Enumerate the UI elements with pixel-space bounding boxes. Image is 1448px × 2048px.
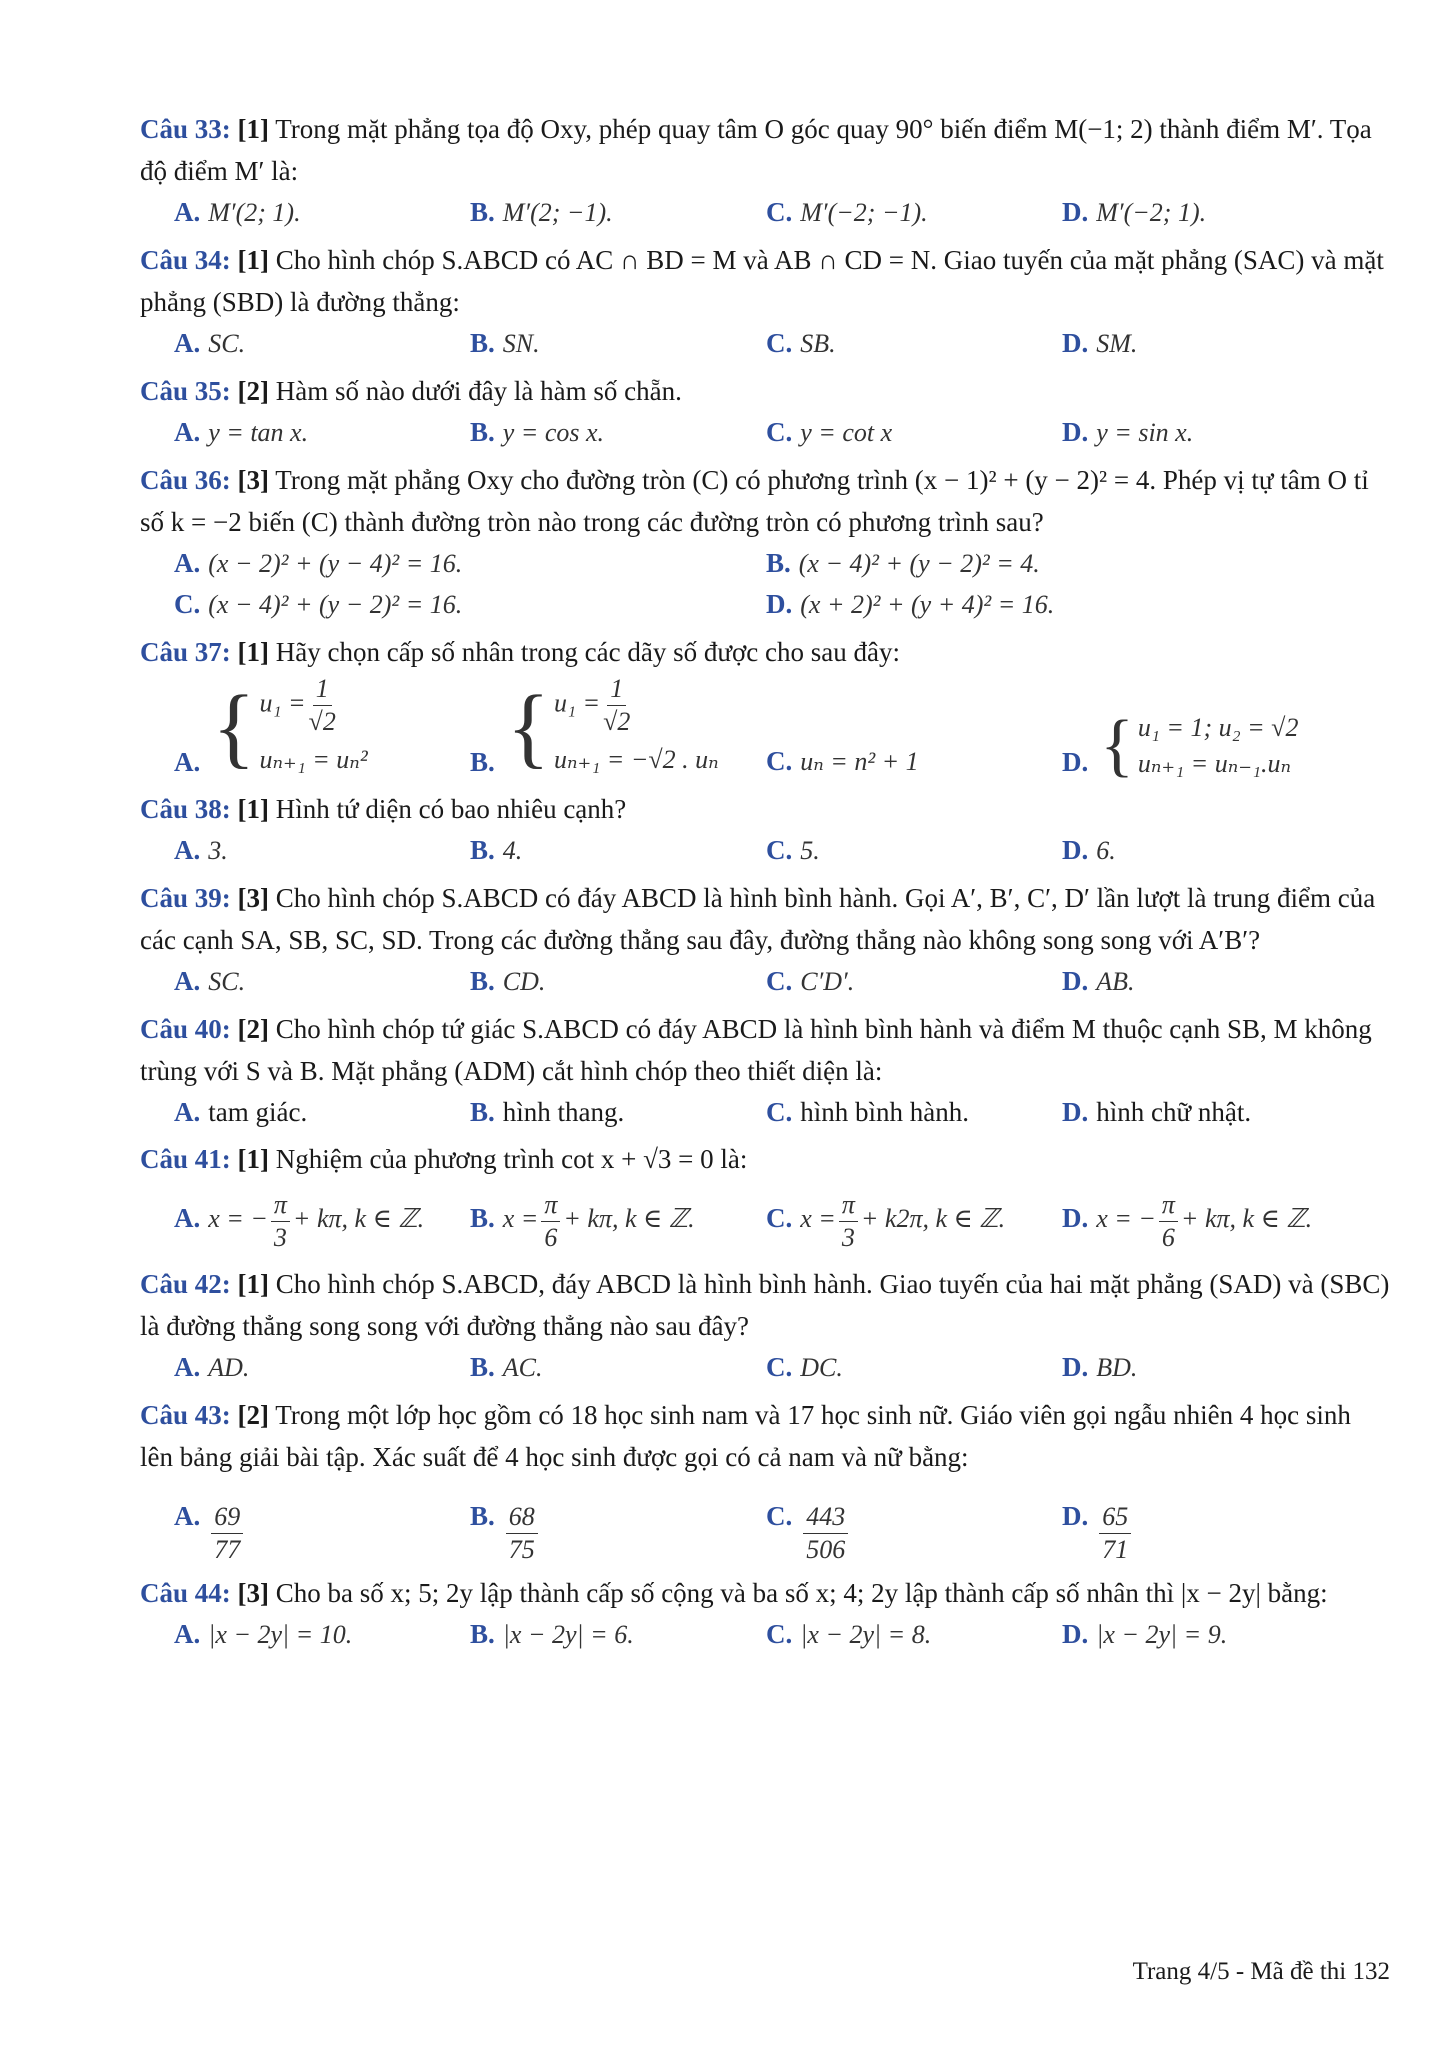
option-letter: A.: [174, 1619, 201, 1649]
question-number: Câu 35:: [140, 376, 231, 406]
option-b[interactable]: [470, 1478, 766, 1566]
question-level: [1]: [237, 1144, 269, 1174]
question-level: [1]: [237, 1269, 269, 1299]
option-d[interactable]: [1062, 323, 1358, 364]
option-a[interactable]: [174, 1478, 470, 1566]
option-text: M′(−2; 1).: [1096, 198, 1207, 227]
option-a[interactable]: [174, 1180, 470, 1257]
question-text: Cho ba số x; 5; 2y lập thành cấp số cộng và ba số x; 4; 2y lập thành cấp số nhân thì |x − 2y| bằng:: [275, 1578, 1328, 1608]
question-text: Nghiệm của phương trình cot x + √3 = 0 là:: [275, 1144, 748, 1174]
question-42: [140, 1263, 1390, 1388]
answer-options: [140, 1180, 1390, 1257]
option-letter: C.: [766, 966, 793, 996]
option-text: (x − 2)² + (y − 4)² = 16.: [208, 549, 463, 578]
system-row-2: uₙ₊₁ = −√2 . uₙ: [553, 745, 719, 774]
option-letter: A.: [174, 747, 201, 777]
question-level: [1]: [237, 114, 269, 144]
option-letter: D.: [1062, 747, 1089, 777]
question-stem: [140, 459, 1390, 543]
option-text: SC.: [208, 967, 246, 996]
option-letter: C.: [766, 1501, 793, 1531]
question-number: Câu 37:: [140, 637, 231, 667]
question-36: [140, 459, 1390, 625]
option-letter: A.: [174, 1203, 201, 1233]
option-text: (x − 4)² + (y − 2)² = 16.: [208, 590, 463, 619]
option-c[interactable]: [766, 1180, 1062, 1257]
option-b[interactable]: [470, 323, 766, 364]
option-letter: C.: [766, 746, 793, 776]
option-text: uₙ = n² + 1: [800, 747, 919, 776]
option-d[interactable]: [1062, 707, 1358, 784]
option-b[interactable]: [766, 543, 1358, 584]
option-text: |x − 2y| = 6.: [502, 1620, 634, 1649]
answer-options: [140, 673, 1390, 782]
option-b[interactable]: [470, 1614, 766, 1655]
option-a[interactable]: [174, 1092, 470, 1132]
question-text: Hàm số nào dưới đây là hàm số chẵn.: [275, 376, 682, 406]
question-text: Cho hình chóp S.ABCD, đáy ABCD là hình bình hành. Giao tuyến của hai mặt phẳng (SAD) và (SBC) là đường thẳng song song với đường thẳng nào sau đây?: [140, 1269, 1390, 1341]
answer-options: [140, 1347, 1390, 1388]
option-text: M′(2; 1).: [208, 198, 301, 227]
question-text: Hình tứ diện có bao nhiêu cạnh?: [275, 794, 627, 824]
option-c[interactable]: [766, 1347, 1062, 1388]
option-letter: D.: [1062, 1203, 1089, 1233]
option-c[interactable]: [766, 192, 1062, 233]
system-row-2: uₙ₊₁ = uₙ₋₁.uₙ: [1137, 749, 1292, 778]
question-level: [1]: [237, 637, 269, 667]
option-text: SM.: [1096, 329, 1138, 358]
option-text: |x − 2y| = 8.: [800, 1620, 932, 1649]
option-letter: B.: [470, 966, 495, 996]
question-stem: [140, 1394, 1390, 1478]
question-number: Câu 34:: [140, 245, 231, 275]
option-text: |x − 2y| = 10.: [208, 1620, 353, 1649]
question-level: [1]: [237, 245, 269, 275]
option-b[interactable]: [470, 192, 766, 233]
option-text: AB.: [1096, 967, 1135, 996]
question-number: Câu 42:: [140, 1269, 231, 1299]
question-text: Cho hình chóp S.ABCD có đáy ABCD là hình bình hành. Gọi A′, B′, C′, D′ lần lượt là trung điểm của các cạnh SA, SB, SC, SD. Trong các đường thẳng sau đây, đường thẳng nào không song song với A′B′?: [140, 883, 1376, 955]
option-c[interactable]: [766, 412, 1062, 453]
sequence-system: [212, 673, 367, 782]
option-c[interactable]: [174, 584, 766, 625]
question-number: Câu 33:: [140, 114, 231, 144]
option-text: (x − 4)² + (y − 2)² = 4.: [798, 549, 1040, 578]
option-text: SN.: [502, 329, 540, 358]
option-letter: D.: [1062, 835, 1089, 865]
option-a[interactable]: [174, 673, 470, 782]
question-43: [140, 1394, 1390, 1566]
option-fraction: $\frac{65}{71}$: [1099, 1501, 1131, 1566]
question-stem: [140, 370, 1390, 412]
option-letter: B.: [470, 1203, 495, 1233]
question-text: Cho hình chóp tứ giác S.ABCD có đáy ABCD là hình bình hành và điểm M thuộc cạnh SB, M không trùng với S và B. Mặt phẳng (ADM) cắt hình chóp theo thiết diện là:: [140, 1014, 1372, 1086]
option-b[interactable]: [470, 1180, 766, 1257]
option-text: |x − 2y| = 9.: [1096, 1620, 1228, 1649]
option-letter: C.: [766, 1352, 793, 1382]
option-fraction: $\frac{68}{75}$: [506, 1501, 538, 1566]
option-d[interactable]: [1062, 1180, 1358, 1257]
option-letter: D.: [766, 589, 793, 619]
question-level: [2]: [237, 376, 269, 406]
option-b[interactable]: [470, 1347, 766, 1388]
option-a[interactable]: [174, 1347, 470, 1388]
option-b[interactable]: [470, 673, 766, 782]
option-text: M′(2; −1).: [502, 198, 613, 227]
question-stem: [140, 1008, 1390, 1092]
system-row-2: uₙ₊₁ = uₙ²: [259, 745, 368, 774]
question-text: Hãy chọn cấp số nhân trong các dãy số được cho sau đây:: [275, 637, 900, 667]
option-letter: A.: [174, 417, 201, 447]
option-text: DC.: [800, 1353, 843, 1382]
option-letter: C.: [766, 1097, 793, 1127]
option-text: 5.: [800, 836, 820, 865]
question-stem: [140, 108, 1390, 192]
option-a[interactable]: [174, 543, 766, 584]
option-d[interactable]: [1062, 1092, 1358, 1132]
brace-symbol: {: [506, 677, 550, 777]
option-letter: B.: [470, 197, 495, 227]
option-letter: C.: [766, 1203, 793, 1233]
option-fraction: $\frac{69}{77}$: [211, 1501, 243, 1566]
option-letter: A.: [174, 197, 201, 227]
option-letter: B.: [470, 417, 495, 447]
option-text: SB.: [800, 329, 836, 358]
question-level: [3]: [237, 883, 269, 913]
option-text: 3.: [208, 836, 228, 865]
question-34: [140, 239, 1390, 364]
system-row-1: u₁ = 1; u₂ = √2: [1137, 713, 1299, 742]
system-row-1: u₁ = $\frac{1}{√2}$: [553, 674, 631, 736]
question-38: [140, 788, 1390, 871]
question-text: Trong mặt phẳng tọa độ Oxy, phép quay tâm O góc quay 90° biến điểm M(−1; 2) thành điểm M′. Tọa độ điểm M′ là:: [140, 114, 1372, 186]
question-number: Câu 44:: [140, 1578, 231, 1608]
question-44: [140, 1572, 1390, 1655]
option-a[interactable]: [174, 192, 470, 233]
option-d[interactable]: [1062, 830, 1358, 871]
page-footer: Trang 4/5 - Mã đề thi 132: [1132, 1958, 1390, 1985]
option-letter: D.: [1062, 417, 1089, 447]
answer-options: [140, 830, 1390, 871]
question-stem: [140, 788, 1390, 830]
option-d[interactable]: [1062, 192, 1358, 233]
question-40: [140, 1008, 1390, 1132]
option-text: hình chữ nhật.: [1096, 1097, 1252, 1127]
question-41: [140, 1138, 1390, 1257]
option-d[interactable]: [1062, 412, 1358, 453]
option-letter: C.: [174, 589, 201, 619]
sequence-system: [1100, 707, 1299, 784]
option-fraction: $\frac{443}{506}$: [803, 1501, 848, 1566]
option-text: SC.: [208, 329, 246, 358]
option-formula: x = − $\frac{\pi}{3}$ + kπ, k ∈ ℤ.: [208, 1189, 425, 1252]
system-row-1: u₁ = $\frac{1}{√2}$: [259, 674, 336, 736]
option-letter: D.: [1062, 1352, 1089, 1382]
option-letter: B.: [470, 1352, 495, 1382]
option-text: AD.: [208, 1353, 250, 1382]
option-letter: B.: [470, 328, 495, 358]
option-text: 6.: [1096, 836, 1116, 865]
question-stem: [140, 1263, 1390, 1347]
option-d[interactable]: [1062, 1478, 1358, 1566]
option-letter: C.: [766, 417, 793, 447]
option-formula: x = $\frac{\pi}{3}$ + k2π, k ∈ ℤ.: [800, 1189, 1006, 1252]
option-letter: A.: [174, 1097, 201, 1127]
option-letter: D.: [1062, 197, 1089, 227]
option-a[interactable]: [174, 1614, 470, 1655]
option-b[interactable]: [470, 1092, 766, 1132]
option-letter: A.: [174, 548, 201, 578]
question-33: [140, 108, 1390, 233]
question-number: Câu 41:: [140, 1144, 231, 1174]
brace-symbol: {: [1100, 707, 1134, 784]
option-letter: A.: [174, 966, 201, 996]
question-number: Câu 40:: [140, 1014, 231, 1044]
answer-options: [140, 1478, 1390, 1566]
option-b[interactable]: [470, 830, 766, 871]
option-b[interactable]: [470, 961, 766, 1002]
option-text: M′(−2; −1).: [800, 198, 928, 227]
option-letter: D.: [1062, 1619, 1089, 1649]
option-text: hình bình hành.: [800, 1097, 969, 1127]
option-c[interactable]: [766, 1092, 1062, 1132]
question-stem: [140, 1138, 1390, 1180]
option-text: hình thang.: [502, 1097, 625, 1127]
answer-options: [140, 961, 1390, 1002]
question-stem: [140, 877, 1390, 961]
option-formula: x = − $\frac{\pi}{6}$ + kπ, k ∈ ℤ.: [1096, 1189, 1313, 1252]
option-a[interactable]: [174, 830, 470, 871]
option-letter: B.: [470, 747, 495, 777]
option-text: tam giác.: [208, 1097, 308, 1127]
option-letter: D.: [1062, 966, 1089, 996]
option-c[interactable]: [766, 323, 1062, 364]
question-stem: [140, 1572, 1390, 1614]
option-letter: A.: [174, 835, 201, 865]
question-39: [140, 877, 1390, 1002]
option-d[interactable]: [766, 584, 1358, 625]
sequence-system: [507, 673, 719, 782]
option-text: AC.: [502, 1353, 543, 1382]
option-c[interactable]: [766, 830, 1062, 871]
option-text: y = tan x.: [208, 418, 309, 447]
question-level: [2]: [237, 1400, 269, 1430]
exam-page: [140, 108, 1390, 1661]
option-b[interactable]: [470, 412, 766, 453]
option-d[interactable]: [1062, 1347, 1358, 1388]
question-level: [1]: [237, 794, 269, 824]
option-text: (x + 2)² + (y + 4)² = 16.: [800, 590, 1055, 619]
option-letter: D.: [1062, 328, 1089, 358]
option-c[interactable]: [766, 961, 1062, 1002]
option-letter: B.: [470, 835, 495, 865]
question-number: Câu 36:: [140, 465, 231, 495]
question-35: [140, 370, 1390, 453]
option-letter: B.: [470, 1097, 495, 1127]
question-level: [2]: [237, 1014, 269, 1044]
option-a[interactable]: [174, 323, 470, 364]
option-c[interactable]: [766, 1614, 1062, 1655]
option-letter: B.: [470, 1619, 495, 1649]
option-letter: B.: [766, 548, 791, 578]
answer-options: [140, 323, 1390, 364]
brace-symbol: {: [212, 677, 256, 777]
option-text: BD.: [1096, 1353, 1138, 1382]
question-level: [3]: [237, 465, 269, 495]
answer-options: [140, 1092, 1390, 1132]
option-letter: A.: [174, 1501, 201, 1531]
question-text: Trong mặt phẳng Oxy cho đường tròn (C) có phương trình (x − 1)² + (y − 2)² = 4. Phép vị tự tâm O tỉ số k = −2 biến (C) thành đường tròn nào trong các đường tròn có phương trình sau?: [140, 465, 1369, 537]
question-level: [3]: [237, 1578, 269, 1608]
option-a[interactable]: [174, 961, 470, 1002]
option-letter: B.: [470, 1501, 495, 1531]
option-c[interactable]: [766, 741, 1062, 782]
option-letter: C.: [766, 328, 793, 358]
question-text: Trong một lớp học gồm có 18 học sinh nam và 17 học sinh nữ. Giáo viên gọi ngẫu nhiên 4 học sinh lên bảng giải bài tập. Xác suất để 4 học sinh được gọi có cả nam và nữ bằng:: [140, 1400, 1351, 1472]
option-d[interactable]: [1062, 1614, 1358, 1655]
option-letter: A.: [174, 328, 201, 358]
option-text: y = cos x.: [502, 418, 605, 447]
question-stem: [140, 631, 1390, 673]
option-d[interactable]: [1062, 961, 1358, 1002]
option-a[interactable]: [174, 412, 470, 453]
option-letter: D.: [1062, 1097, 1089, 1127]
question-stem: [140, 239, 1390, 323]
option-text: CD.: [502, 967, 546, 996]
option-letter: A.: [174, 1352, 201, 1382]
option-letter: D.: [1062, 1501, 1089, 1531]
option-letter: C.: [766, 835, 793, 865]
question-number: Câu 38:: [140, 794, 231, 824]
question-number: Câu 43:: [140, 1400, 231, 1430]
answer-options: [140, 192, 1390, 233]
option-letter: C.: [766, 1619, 793, 1649]
option-letter: C.: [766, 197, 793, 227]
option-text: y = cot x: [800, 418, 893, 447]
answer-options: [140, 543, 1390, 625]
option-text: 4.: [502, 836, 523, 865]
question-37: [140, 631, 1390, 782]
answer-options: [140, 1614, 1390, 1655]
option-text: y = sin x.: [1096, 418, 1194, 447]
answer-options: [140, 412, 1390, 453]
option-formula: x = $\frac{\pi}{6}$ + kπ, k ∈ ℤ.: [502, 1189, 695, 1252]
question-number: Câu 39:: [140, 883, 231, 913]
question-text: Cho hình chóp S.ABCD có AC ∩ BD = M và AB ∩ CD = N. Giao tuyến của mặt phẳng (SAC) và mặt phẳng (SBD) là đường thẳng:: [140, 245, 1384, 317]
option-text: C′D′.: [800, 967, 855, 996]
option-c[interactable]: [766, 1478, 1062, 1566]
